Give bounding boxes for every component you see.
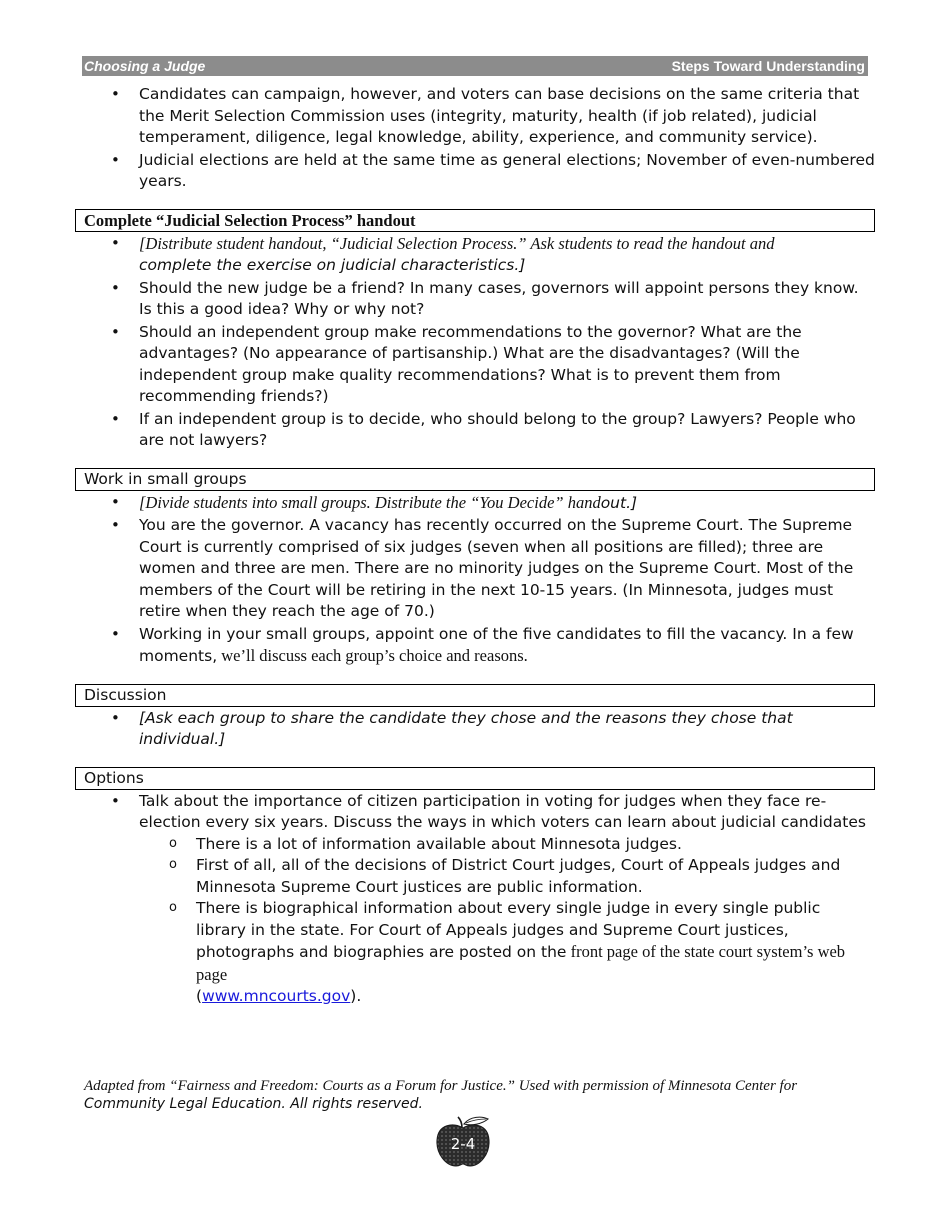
instruction-text: [Distribute student handout, “Judicial Selection Process.” Ask students to read the handout and [139, 233, 775, 253]
page-number: 2-4 [450, 1135, 476, 1153]
list-item: • Should the new judge be a friend? In many cases, governors will appoint persons they know. Is this a good idea? Why or why not? [139, 278, 875, 321]
instruction-text: [Divide students into small groups. Distribute the “You Decide” hand [139, 492, 601, 512]
options-list [75, 791, 875, 1008]
mncourts-link[interactable]: www.mncourts.gov [202, 987, 351, 1005]
list-item: • Should an independent group make recommendations to the governor? What are the advantages? (No appearance of partisanship.) What are the disadvantages? (Will the independent group make quality recommendations? What is to prevent them from recommending friends?) [139, 322, 875, 408]
sub-list-item: o First of all, all of the decisions of District Court judges, Court of Appeals judges and Minnesota Supreme Court justices are public information. [196, 855, 875, 898]
header-title: Choosing a Judge [84, 58, 206, 74]
intro-list [75, 84, 875, 193]
page-body [75, 84, 875, 1009]
options-intro: Talk about the importance of citizen participation in voting for judges when they face re-election every six years. Discuss the ways in which voters can learn about judicial candidates [139, 791, 866, 831]
discussion-list [75, 708, 875, 751]
attribution-footer [84, 1077, 864, 1113]
list-item: • Candidates can campaign, however, and voters can base decisions on the same criteria that the Merit Selection Commission uses (integrity, maturity, health (if job related), judicial temperament, diligence, legal knowledge, ability, experience, and community service). [139, 84, 875, 149]
attribution-serif: Adapted from “Fairness and Freedom: Courts as a Forum for Justice.” Used with permission of Minnesota Center for [84, 1078, 798, 1094]
text-run: Working in your small groups, appoint one of the five candidates to fill the vacancy. In a few moments, [139, 624, 854, 665]
header-series: Steps Toward Understanding [671, 58, 865, 74]
section-title-groups: Work in small groups [75, 468, 875, 491]
sub-list-item: o There is a lot of information available about Minnesota judges. [196, 834, 875, 856]
attribution-sans: Community Legal Education. All rights reserved. [84, 1096, 424, 1112]
section-title-discussion: Discussion [75, 684, 875, 707]
section-title-handout: Complete “Judicial Selection Process” handout [75, 209, 875, 232]
paren-close: ). [350, 987, 362, 1005]
list-item [139, 492, 875, 515]
list-item: • If an independent group is to decide, who should belong to the group? Lawyers? People who are not lawyers? [139, 409, 875, 452]
list-item: • Judicial elections are held at the same time as general elections; November of even-numbered years. [139, 150, 875, 193]
groups-list [75, 492, 875, 668]
handout-list [75, 233, 875, 452]
text-run-serif: front page of the state court system’s web page [196, 942, 846, 984]
list-item [139, 624, 875, 668]
list-item [139, 233, 875, 277]
text-run-serif: we’ll discuss each group’s choice and reasons. [217, 646, 528, 665]
sub-list-item [196, 898, 875, 1008]
instruction-text-cont: complete the exercise on judicial characteristics.] [139, 256, 526, 274]
list-item: • [Ask each group to share the candidate they chose and the reasons they chose that individual.] [139, 708, 875, 751]
text-run: There is biographical information about every single judge in every single public library in the state. For Court of Appeals judges and Supreme Court justices, photographs and biographies are posted on the [196, 899, 821, 961]
options-sublist [139, 834, 875, 1008]
running-header [82, 56, 868, 76]
instruction-text-cont: out.] [600, 493, 638, 512]
section-title-options: Options [75, 767, 875, 790]
list-item [139, 791, 875, 1008]
paren-open: ( [196, 987, 203, 1005]
list-item: • You are the governor. A vacancy has recently occurred on the Supreme Court. The Supreme Court is currently comprised of six judges (seven when all positions are filled); three are women and three are men. There are no minority judges on the Supreme Court. Most of the members of the Court will be retiring in the next 10-15 years. (In Minnesota, judges must retire when they reach the age of 70.) [139, 515, 875, 623]
